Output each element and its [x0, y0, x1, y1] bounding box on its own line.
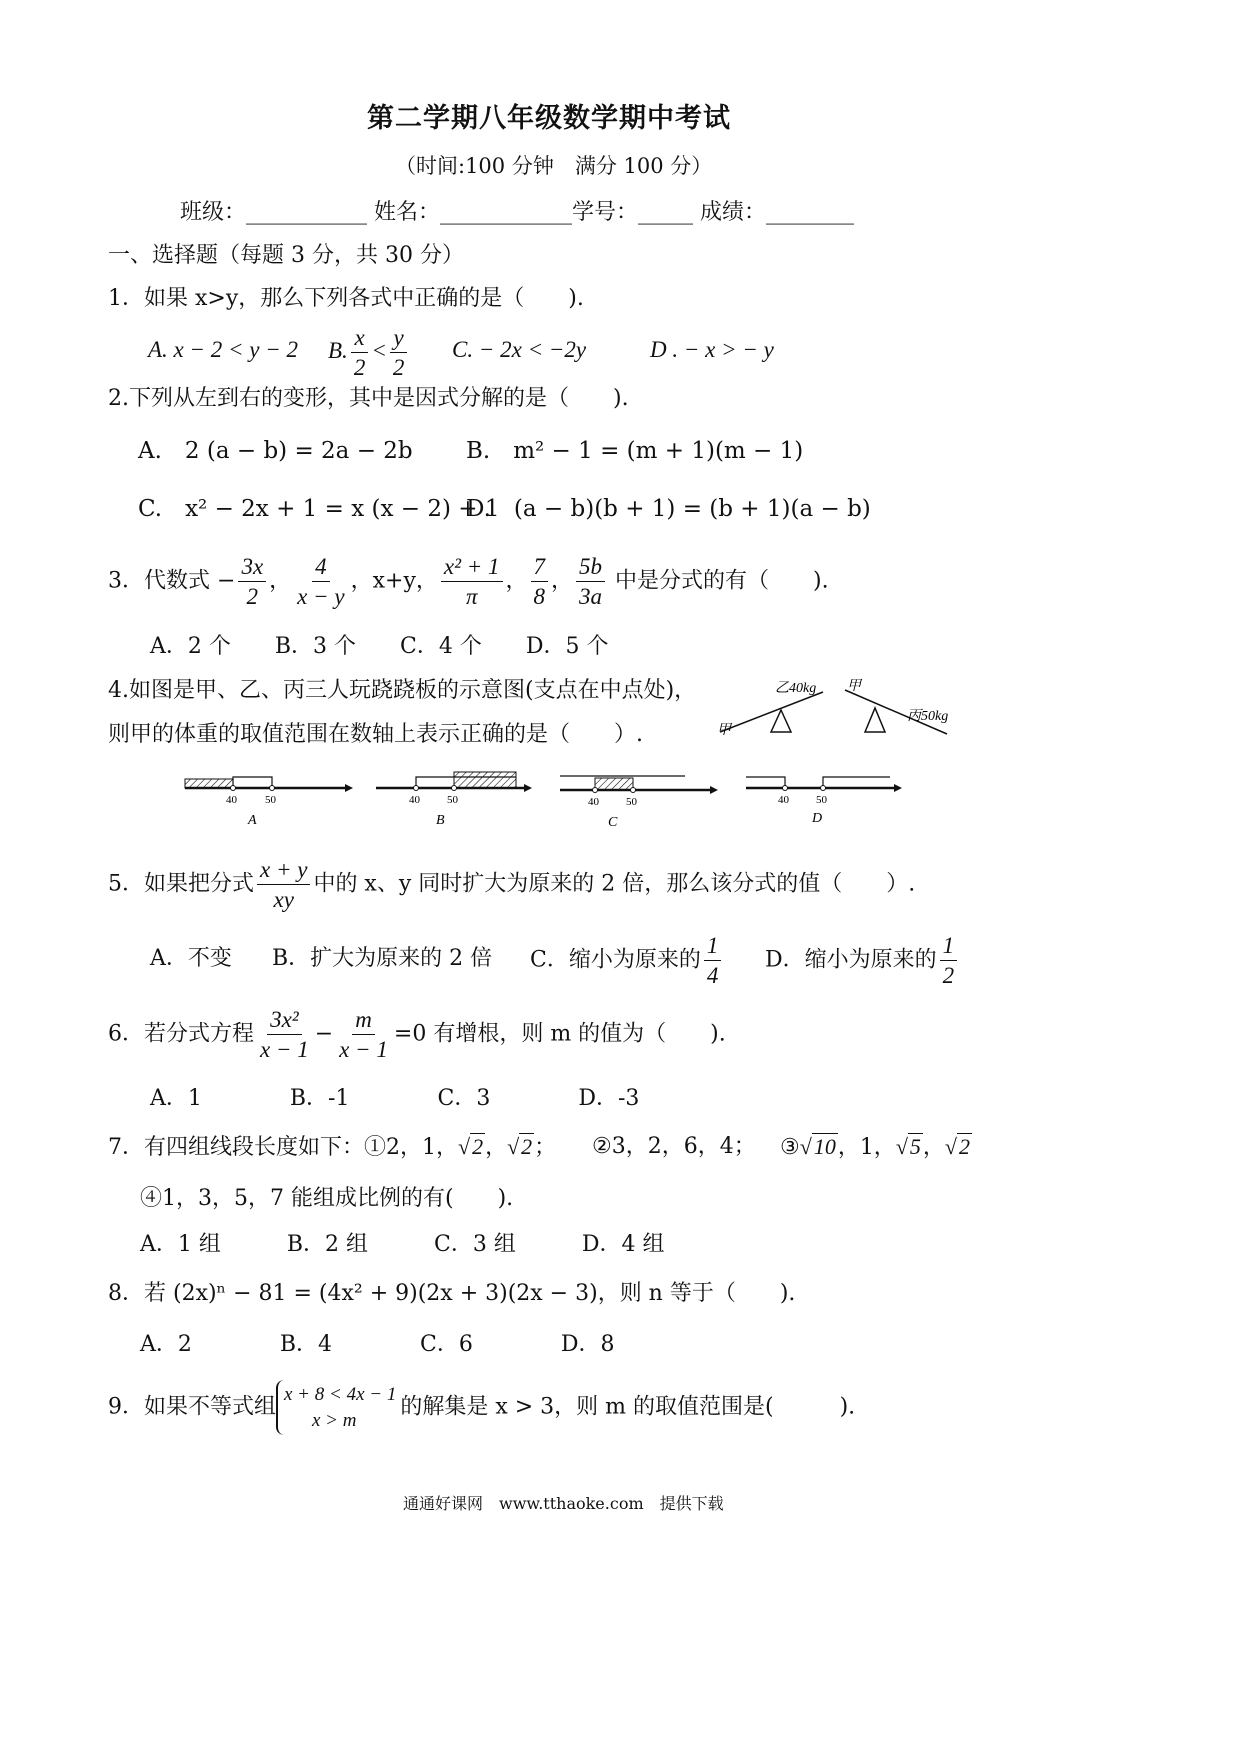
q1-b-den2: 2 [392, 355, 405, 380]
question-1-stem: 1．如果 x>y，那么下列各式中正确的是（ ). [108, 286, 584, 311]
exam-subtitle: （时间:100 分钟 满分 100 分） [395, 154, 713, 178]
option-label-a: A [248, 813, 257, 828]
q6-frac2 [336, 1008, 391, 1061]
q2-option-d: D. (a − b)(b + 1) = (b + 1)(a − b) [466, 496, 871, 522]
q7-group-2: ②3，2，6，4； [592, 1134, 756, 1159]
q3-frac4 [531, 555, 549, 608]
question-5-stem [108, 858, 915, 911]
q5-c-num: 1 [704, 934, 722, 961]
page-title: 第二学期八年级数学期中考试 [367, 103, 731, 134]
q7-sep: ； [534, 1135, 557, 1160]
q1-option-d: D . − x > − y [650, 337, 774, 362]
tick-40: 40 [226, 794, 237, 806]
number-line-c [560, 776, 718, 830]
q3-f1-den: 2 [246, 584, 259, 609]
q1-b-num1: x [351, 326, 367, 353]
tick-50: 50 [265, 794, 276, 806]
q5-d-num: 1 [940, 934, 958, 961]
section-heading: 一、选择题（每题 3 分，共 30 分） [108, 243, 464, 268]
q5-option-c [530, 934, 724, 987]
q9-inequality-system [276, 1380, 396, 1435]
q7-sqrt-2: √2 [507, 1134, 533, 1159]
q5-option-a: A．不变 [150, 946, 232, 971]
question-8-stem: 8．若 (2x)ⁿ − 81 = (4x² + 9)(2x + 3)(2x − 3)，则 n 等于（ ). [108, 1281, 796, 1306]
q1-b-frac1 [351, 326, 369, 379]
q5-prefix: 5．如果把分式 [108, 871, 254, 897]
q1-b-num2: y [390, 326, 406, 353]
number-line-d [746, 777, 902, 826]
q6-f2-den: x − 1 [339, 1037, 388, 1062]
q3-mid: ，x+y， [350, 568, 438, 594]
q3-frac5 [576, 555, 605, 608]
q7-sep: ， [922, 1135, 945, 1160]
label-yi-40kg: 乙40kg [775, 681, 817, 696]
q2-option-a: A. 2 (a − b) = 2a − 2b [138, 438, 413, 464]
q7-sqrt-5: √5 [895, 1134, 921, 1159]
q6-f1-den: x − 1 [260, 1037, 309, 1062]
q5-option-b: B．扩大为原来的 2 倍 [272, 946, 493, 971]
q7-sqrt-2b: √2 [944, 1134, 970, 1159]
q5-d-prefix: D．缩小为原来的 [765, 947, 937, 973]
q3-f3-num: x² + 1 [441, 555, 503, 582]
q1-option-a: A. x − 2 < y − 2 [148, 337, 299, 362]
q5-f-den: xy [273, 887, 294, 912]
q7-g3-prefix: ③ [780, 1135, 800, 1160]
q7-options: A．1 组 B．2 组 C．3 组 D．4 组 [140, 1232, 665, 1257]
q1-b-frac2 [390, 326, 408, 379]
q3-f4-num: 7 [531, 555, 549, 582]
q3-f3-den: π [465, 584, 478, 609]
q3-f2-den: x − y [297, 584, 345, 609]
q3-f1-num: 3x [238, 555, 266, 582]
q5-d-frac [940, 934, 958, 987]
q7-group-3 [780, 1136, 972, 1159]
label-jia-top: 甲 [847, 679, 861, 694]
question-7-stem [108, 1136, 556, 1159]
student-info-line: 班级：___________ 姓名：____________学号：_____ 成绩：________ [180, 200, 854, 225]
q3-f2-num: 4 [312, 555, 330, 582]
q5-f-num: x + y [257, 858, 310, 885]
q7-prefix: 7．有四组线段长度如下：①2，1， [108, 1135, 458, 1160]
q5-c-frac [704, 934, 722, 987]
q3-frac1 [238, 555, 266, 608]
q9-suffix: 的解集是 x > 3，则 m 的取值范围是( ). [400, 1394, 856, 1420]
q3-f4-den: 8 [533, 584, 546, 609]
q6-suffix: =0 有增根，则 m 的值为（ ). [393, 1021, 726, 1047]
q2-option-c: C. x² − 2x + 1 = x (x − 2) + 1 [138, 496, 500, 522]
q3-prefix: 3．代数式 − [108, 568, 236, 594]
number-line-b [376, 772, 532, 828]
number-line-options [180, 768, 920, 830]
footer-text: 通通好课网 www.tthaoke.com 提供下载 [403, 1494, 724, 1513]
tick-40: 40 [778, 794, 789, 806]
question-4-stem-line1: 4.如图是甲、乙、丙三人玩跷跷板的示意图(支点在中点处)， [108, 678, 697, 703]
q9-prefix: 9．如果不等式组 [108, 1394, 276, 1420]
q6-f2-num: m [352, 1008, 375, 1035]
q5-d-den: 2 [942, 963, 955, 988]
q6-frac1 [257, 1008, 312, 1061]
q6-options: A．1 B．-1 C．3 D．-3 [150, 1086, 640, 1111]
question-3-stem: 3．代数式 − $\frac{3x}{2}$ ， $\frac{4}{x - y}$ ，x+y， $\frac{\text{x² + 1}}{\pi}$ ， $\frac{7}{8}$ ， $\frac{5b}{3a}$ 中是分式的有（ ). [108, 554, 829, 609]
question-2-stem: 2.下列从左到右的变形，其中是因式分解的是（ ). [108, 386, 629, 411]
q5-c-prefix: C．缩小为原来的 [530, 947, 701, 973]
q6-minus: − [314, 1021, 334, 1047]
q7-line2: ④1，3，5，7 能组成比例的有( ). [140, 1186, 514, 1211]
question-6-stem [108, 1008, 726, 1061]
q3-frac3 [441, 555, 503, 608]
tick-40: 40 [588, 796, 599, 808]
question-4-stem-line2: 则甲的体重的取值范围在数轴上表示正确的是（ ）. [108, 722, 643, 747]
seesaw-left-fulcrum [771, 710, 791, 732]
q2-option-b: B. m² − 1 = (m + 1)(m − 1) [466, 438, 804, 464]
label-bing-50kg: 丙50kg [907, 709, 949, 724]
number-line-a [185, 777, 353, 828]
q6-prefix: 6．若分式方程 [108, 1021, 254, 1047]
seesaw-figure [715, 670, 975, 750]
label-jia-left: 甲 [717, 723, 731, 738]
tick-50: 50 [626, 796, 637, 808]
tick-40: 40 [409, 794, 420, 806]
q7-g3-mid: ，1， [837, 1135, 896, 1160]
q1-b-den1: 2 [353, 355, 366, 380]
q7-sqrt-1: √2 [458, 1134, 484, 1159]
option-label-b: B [436, 813, 445, 828]
q5-option-d [765, 934, 960, 987]
q3-suffix: 中是分式的有（ ). [615, 568, 829, 594]
q1-option-b [328, 326, 410, 379]
q9-ineq-1: x + 8 < 4x − 1 [284, 1384, 397, 1405]
q1-b-prefix: B. [328, 337, 348, 363]
q3-options: A．2 个 B．3 个 C．4 个 D．5 个 [150, 634, 609, 659]
q3-f5-num: 5b [576, 555, 605, 582]
tick-50: 50 [816, 794, 827, 806]
seesaw-right-fulcrum [865, 708, 885, 732]
q3-f5-den: 3a [579, 584, 603, 609]
option-label-c: C [608, 815, 618, 830]
q8-options: A．2 B．4 C．6 D．8 [140, 1332, 615, 1357]
q9-ineq-2: x > m [312, 1409, 357, 1431]
seesaw-left-plank [720, 692, 823, 732]
q1-option-c: C. − 2x < −2y [452, 337, 587, 362]
q5-frac [257, 858, 310, 911]
q3-frac2 [294, 555, 347, 608]
q7-sqrt-10: √10 [799, 1134, 836, 1159]
tick-50: 50 [447, 794, 458, 806]
q1-b-lt: < [371, 337, 387, 363]
q5-c-den: 4 [706, 963, 719, 988]
question-9-stem [108, 1380, 855, 1435]
option-label-d: D [812, 811, 823, 826]
q6-f1-num: 3x² [267, 1008, 302, 1035]
q7-sep: ， [485, 1135, 508, 1160]
q5-suffix: 中的 x、y 同时扩大为原来的 2 倍，那么该分式的值（ ）. [313, 871, 916, 897]
